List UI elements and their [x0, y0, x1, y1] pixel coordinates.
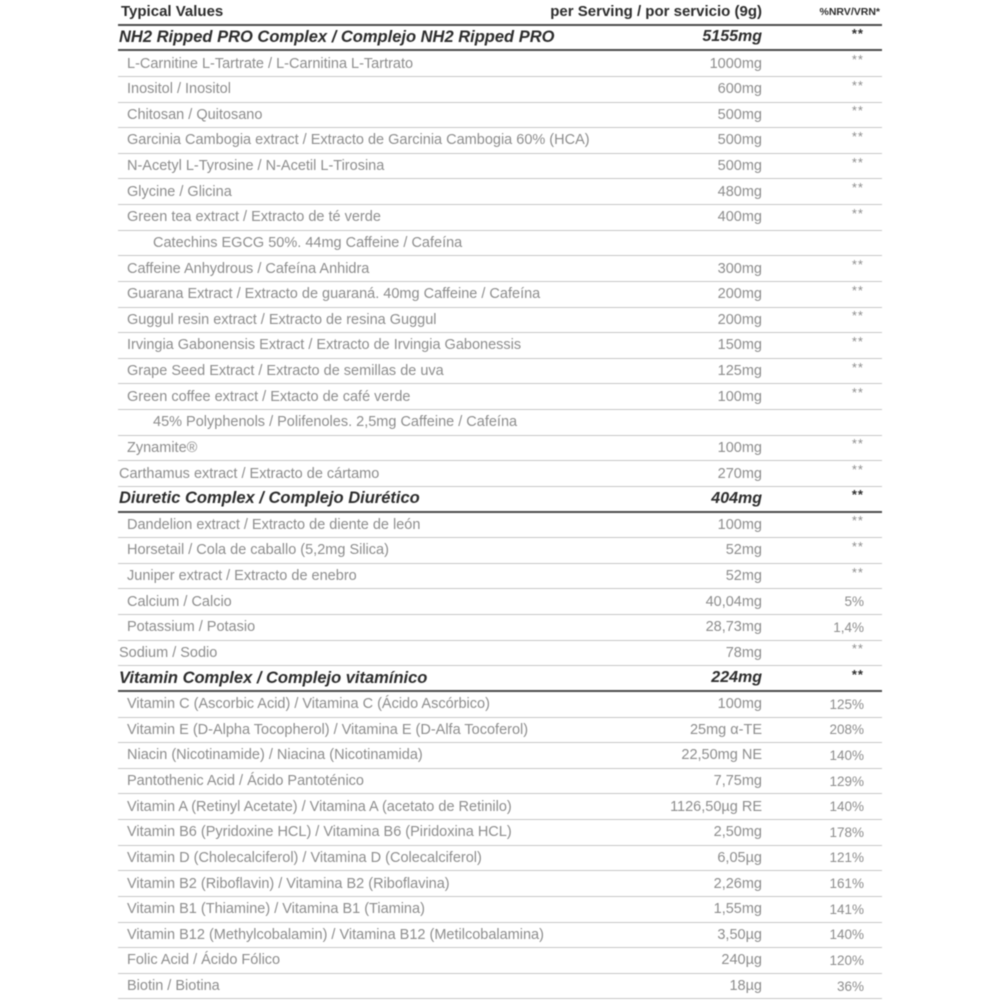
ingredient-name: Caffeine Anhydrous / Cafeína Anhidra [127, 260, 370, 277]
amount-per-serving: 100mg [717, 388, 762, 405]
amount-per-serving: 40,04mg [705, 593, 762, 610]
nrv-percent: 140% [829, 747, 864, 763]
ingredient-name: Green coffee extract / Extacto de café verde [127, 388, 411, 405]
table-row [118, 974, 882, 1000]
ingredient-name: Vitamin B2 (Riboflavin) / Vitamina B2 (Riboflavina) [127, 875, 450, 892]
table-row [118, 513, 882, 539]
amount-per-serving: 404mg [711, 489, 762, 507]
table-row [118, 179, 882, 205]
amount-per-serving: 28,73mg [705, 619, 762, 636]
nrv-percent: ** [851, 538, 864, 554]
ingredient-name: Vitamin A (Retinyl Acetate) / Vitamina A (acetato de Retinilo) [127, 798, 512, 815]
amount-per-serving: 52mg [725, 542, 762, 559]
amount-per-serving: 52mg [725, 568, 762, 585]
nrv-percent: ** [851, 77, 864, 93]
nrv-percent: ** [851, 666, 864, 682]
table-row [118, 743, 882, 769]
amount-per-serving: 224mg [711, 669, 762, 687]
amount-per-serving: 22,50mg NE [681, 747, 762, 764]
ingredient-name: N-Acetyl L-Tyrosine / N-Acetil L-Tirosina [127, 158, 385, 175]
ingredient-name: Vitamin Complex / Complejo vitamínico [119, 668, 428, 687]
table-row [118, 359, 882, 385]
ingredient-name: L-Carnitine L-Tartrate / L-Carnitina L-Tartrato [127, 55, 414, 72]
ingredient-name: Vitamin C (Ascorbic Acid) / Vitamina C (Ácido Ascórbico) [127, 696, 490, 713]
ingredient-name: Vitamin B6 (Pyridoxine HCL) / Vitamina B6 (Piridoxina HCL) [127, 824, 512, 841]
table-row [118, 436, 882, 462]
amount-per-serving: 25mg α-TE [689, 721, 762, 738]
ingredient-name: Green tea extract / Extracto de té verde [127, 209, 381, 226]
table-row [118, 871, 882, 897]
amount-per-serving: 2,50mg [713, 824, 762, 841]
table-row [118, 282, 882, 308]
column-header-nrv: %NRV/VRN* [819, 5, 880, 18]
table-row [118, 154, 882, 180]
amount-per-serving: 300mg [717, 260, 762, 277]
table-row [118, 333, 882, 359]
ingredient-name: Juniper extract / Extracto de enebro [127, 568, 357, 585]
nrv-percent: 161% [829, 876, 864, 892]
ingredient-name: Calcium / Calcio [127, 593, 232, 610]
nrv-percent: ** [851, 103, 864, 119]
ingredient-name: Grape Seed Extract / Extracto de semillas de uva [127, 363, 444, 380]
ingredient-name: Glycine / Glicina [127, 183, 232, 200]
table-row [118, 205, 882, 231]
ingredient-name: Potassium / Potasio [127, 619, 256, 636]
ingredient-name: Diuretic Complex / Complejo Diurético [119, 489, 420, 508]
section-header-row [118, 666, 882, 692]
ingredient-name: Carthamus extract / Extracto de cártamo [119, 465, 380, 482]
nrv-percent: ** [851, 205, 864, 221]
amount-per-serving: 500mg [717, 106, 762, 123]
nrv-percent: ** [851, 436, 864, 452]
nrv-percent: ** [851, 487, 864, 503]
nrv-percent: 141% [829, 901, 864, 917]
nrv-percent: ** [851, 52, 864, 68]
nrv-percent: ** [851, 128, 864, 144]
table-row [118, 410, 882, 436]
column-header-per-serving: per Serving / por servicio (9g) [550, 3, 762, 21]
table-row [118, 77, 882, 103]
nrv-percent: 140% [829, 927, 864, 943]
nrv-percent: ** [851, 25, 864, 41]
amount-per-serving: 7,75mg [713, 773, 762, 790]
table-row [118, 589, 882, 615]
table-row [118, 538, 882, 564]
amount-per-serving: 6,05µg [717, 849, 762, 866]
ingredient-name: Vitamin B12 (Methylcobalamin) / Vitamina B12 (Metilcobalamina) [127, 926, 544, 943]
table-row [118, 461, 882, 487]
table-row [118, 615, 882, 641]
table-row [118, 794, 882, 820]
amount-per-serving: 150mg [717, 337, 762, 354]
ingredient-name: Dandelion extract / Extracto de diente de león [127, 516, 421, 533]
amount-per-serving: 200mg [717, 286, 762, 303]
amount-per-serving: 1126,50µg RE [670, 798, 762, 815]
nrv-percent: 140% [829, 799, 864, 815]
nrv-percent: ** [851, 308, 864, 324]
table-row [118, 769, 882, 795]
nrv-percent: 129% [829, 773, 864, 789]
table-row [118, 231, 882, 257]
nrv-percent: ** [851, 462, 864, 478]
table-row [118, 308, 882, 334]
nrv-percent: ** [851, 257, 864, 273]
ingredient-name: Zynamite® [127, 439, 198, 456]
table-row [118, 103, 882, 129]
amount-per-serving: 480mg [717, 183, 762, 200]
amount-per-serving: 240µg [721, 952, 762, 969]
table-row [118, 128, 882, 154]
ingredient-name: Catechins EGCG 50%. 44mg Caffeine / Cafeína [153, 234, 463, 251]
table-row [118, 948, 882, 974]
nrv-percent: 208% [829, 722, 864, 738]
table-row [118, 51, 882, 77]
table-row [118, 846, 882, 872]
supplement-facts-table [118, 0, 882, 999]
amount-per-serving: 500mg [717, 158, 762, 175]
table-header-row [118, 0, 882, 26]
amount-per-serving: 5155mg [702, 28, 762, 46]
amount-per-serving: 3,50µg [717, 926, 762, 943]
ingredient-name: Pantothenic Acid / Ácido Pantoténico [127, 773, 364, 790]
amount-per-serving: 1000mg [709, 55, 762, 72]
ingredient-name: 45% Polyphenols / Polifenoles. 2,5mg Caffeine / Cafeína [153, 414, 518, 431]
table-row [118, 256, 882, 282]
nrv-percent: ** [851, 333, 864, 349]
nrv-percent: ** [851, 385, 864, 401]
nrv-percent: 120% [829, 952, 864, 968]
amount-per-serving: 270mg [717, 465, 762, 482]
ingredient-name: Vitamin B1 (Thiamine) / Vitamina B1 (Tiamina) [127, 901, 425, 918]
column-header-typical-values: Typical Values [121, 3, 224, 21]
ingredient-name: Guarana Extract / Extracto de guaraná. 40mg Caffeine / Cafeína [127, 286, 541, 303]
nrv-percent: 125% [829, 696, 864, 712]
ingredient-name: Folic Acid / Ácido Fólico [127, 952, 281, 969]
ingredient-name: Niacin (Nicotinamide) / Niacina (Nicotinamida) [127, 747, 423, 764]
ingredient-name: Garcinia Cambogia extract / Extracto de Garcinia Cambogia 60% (HCA) [127, 132, 590, 149]
ingredient-name: Horsetail / Cola de caballo (5,2mg Silica) [127, 542, 389, 559]
nrv-percent: 121% [829, 850, 864, 866]
section-header-row [118, 487, 882, 513]
amount-per-serving: 600mg [717, 81, 762, 98]
amount-per-serving: 100mg [717, 516, 762, 533]
table-row [118, 923, 882, 949]
ingredient-name: Vitamin D (Cholecalciferol) / Vitamina D (Colecalciferol) [127, 849, 482, 866]
amount-per-serving: 400mg [717, 209, 762, 226]
amount-per-serving: 18µg [729, 978, 762, 995]
ingredient-name: Guggul resin extract / Extracto de resina Guggul [127, 311, 437, 328]
table-row [118, 564, 882, 590]
nrv-percent: 36% [836, 978, 864, 994]
table-row [118, 897, 882, 923]
nrv-percent: ** [851, 282, 864, 298]
nrv-percent: ** [851, 154, 864, 170]
nrv-percent: ** [851, 564, 864, 580]
nrv-percent: 1,4% [833, 619, 864, 635]
amount-per-serving: 100mg [717, 439, 762, 456]
table-row [118, 384, 882, 410]
amount-per-serving: 78mg [725, 644, 762, 661]
amount-per-serving: 100mg [717, 696, 762, 713]
nrv-percent: ** [851, 359, 864, 375]
ingredient-name: Chitosan / Quitosano [127, 106, 263, 123]
table-row [118, 641, 882, 667]
ingredient-name: Inositol / Inositol [127, 81, 231, 98]
table-row [118, 820, 882, 846]
amount-per-serving: 2,26mg [713, 875, 762, 892]
nrv-percent: ** [851, 513, 864, 529]
nrv-percent: ** [851, 180, 864, 196]
amount-per-serving: 500mg [717, 132, 762, 149]
nrv-percent: 178% [829, 824, 864, 840]
amount-per-serving: 125mg [717, 363, 762, 380]
ingredient-name: Sodium / Sodio [119, 644, 218, 661]
nrv-percent: ** [851, 641, 864, 657]
section-header-row [118, 26, 882, 52]
table-row [118, 692, 882, 718]
amount-per-serving: 1,55mg [713, 901, 762, 918]
nrv-percent: 5% [844, 594, 864, 610]
ingredient-name: Irvingia Gabonensis Extract / Extracto de Irvingia Gabonessis [127, 337, 522, 354]
ingredient-name: Vitamin E (D-Alpha Tocopherol) / Vitamina E (D-Alfa Tocoferol) [127, 721, 529, 738]
ingredient-name: Biotin / Biotina [127, 978, 220, 995]
amount-per-serving: 200mg [717, 311, 762, 328]
ingredient-name: NH2 Ripped PRO Complex / Complejo NH2 Ripped PRO [119, 27, 555, 46]
table-row [118, 718, 882, 744]
